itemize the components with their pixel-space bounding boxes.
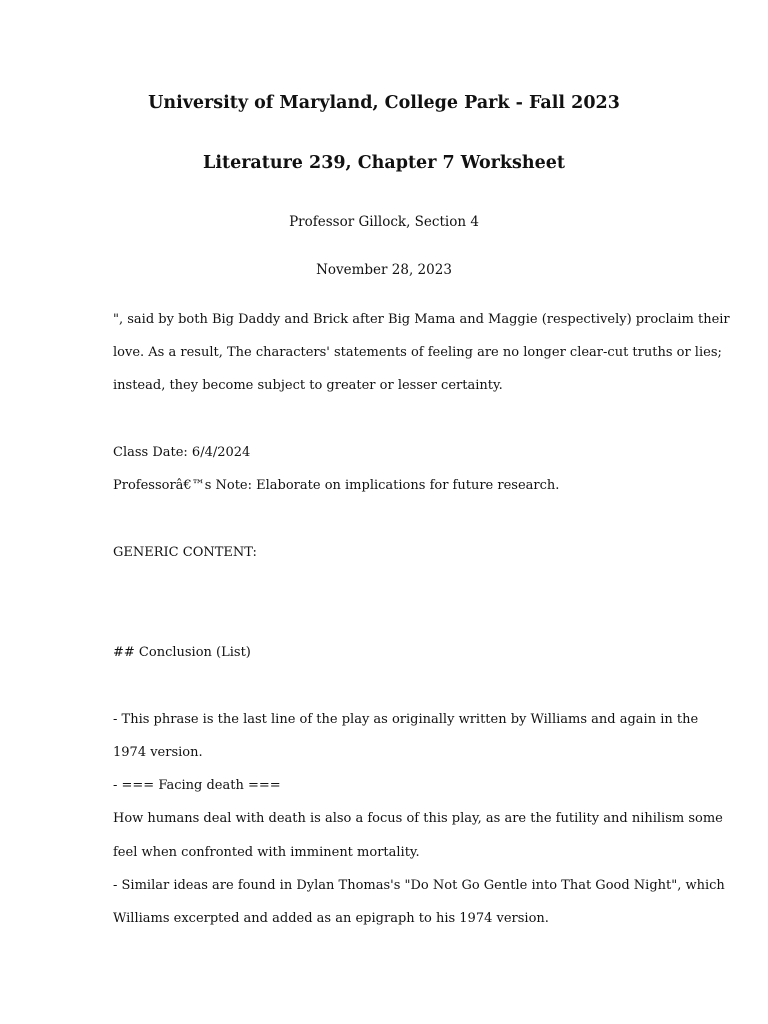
conclusion-line-4: How humans deal with death is also a focus of this play, as are the futility and nihilism some bbox=[113, 811, 723, 826]
class-date: Class Date: 6/4/2024 bbox=[113, 445, 251, 460]
worksheet-title: Literature 239, Chapter 7 Worksheet bbox=[203, 153, 565, 173]
conclusion-heading: ## Conclusion (List) bbox=[113, 645, 251, 660]
professor-section: Professor Gillock, Section 4 bbox=[289, 214, 479, 230]
university-title: University of Maryland, College Park - Fall 2023 bbox=[148, 93, 620, 113]
professor-note: Professorâ€™s Note: Elaborate on implications for future research. bbox=[113, 478, 560, 493]
document-date: November 28, 2023 bbox=[316, 262, 452, 278]
intro-line-2: love. As a result, The characters' statements of feeling are no longer clear-cut truths or lies; bbox=[113, 345, 722, 360]
generic-content-label: GENERIC CONTENT: bbox=[113, 545, 257, 560]
intro-line-1: ", said by both Big Daddy and Brick after Big Mama and Maggie (respectively) proclaim their bbox=[113, 312, 730, 327]
conclusion-line-2: 1974 version. bbox=[113, 745, 203, 760]
intro-line-3: instead, they become subject to greater or lesser certainty. bbox=[113, 378, 503, 393]
conclusion-line-1: - This phrase is the last line of the play as originally written by Williams and again in the bbox=[113, 712, 699, 727]
conclusion-line-5: feel when confronted with imminent mortality. bbox=[113, 845, 420, 860]
conclusion-line-6: - Similar ideas are found in Dylan Thomas's "Do Not Go Gentle into That Good Night", which bbox=[113, 878, 725, 893]
conclusion-line-7: Williams excerpted and added as an epigraph to his 1974 version. bbox=[113, 911, 549, 926]
conclusion-line-3: - === Facing death === bbox=[113, 778, 281, 793]
